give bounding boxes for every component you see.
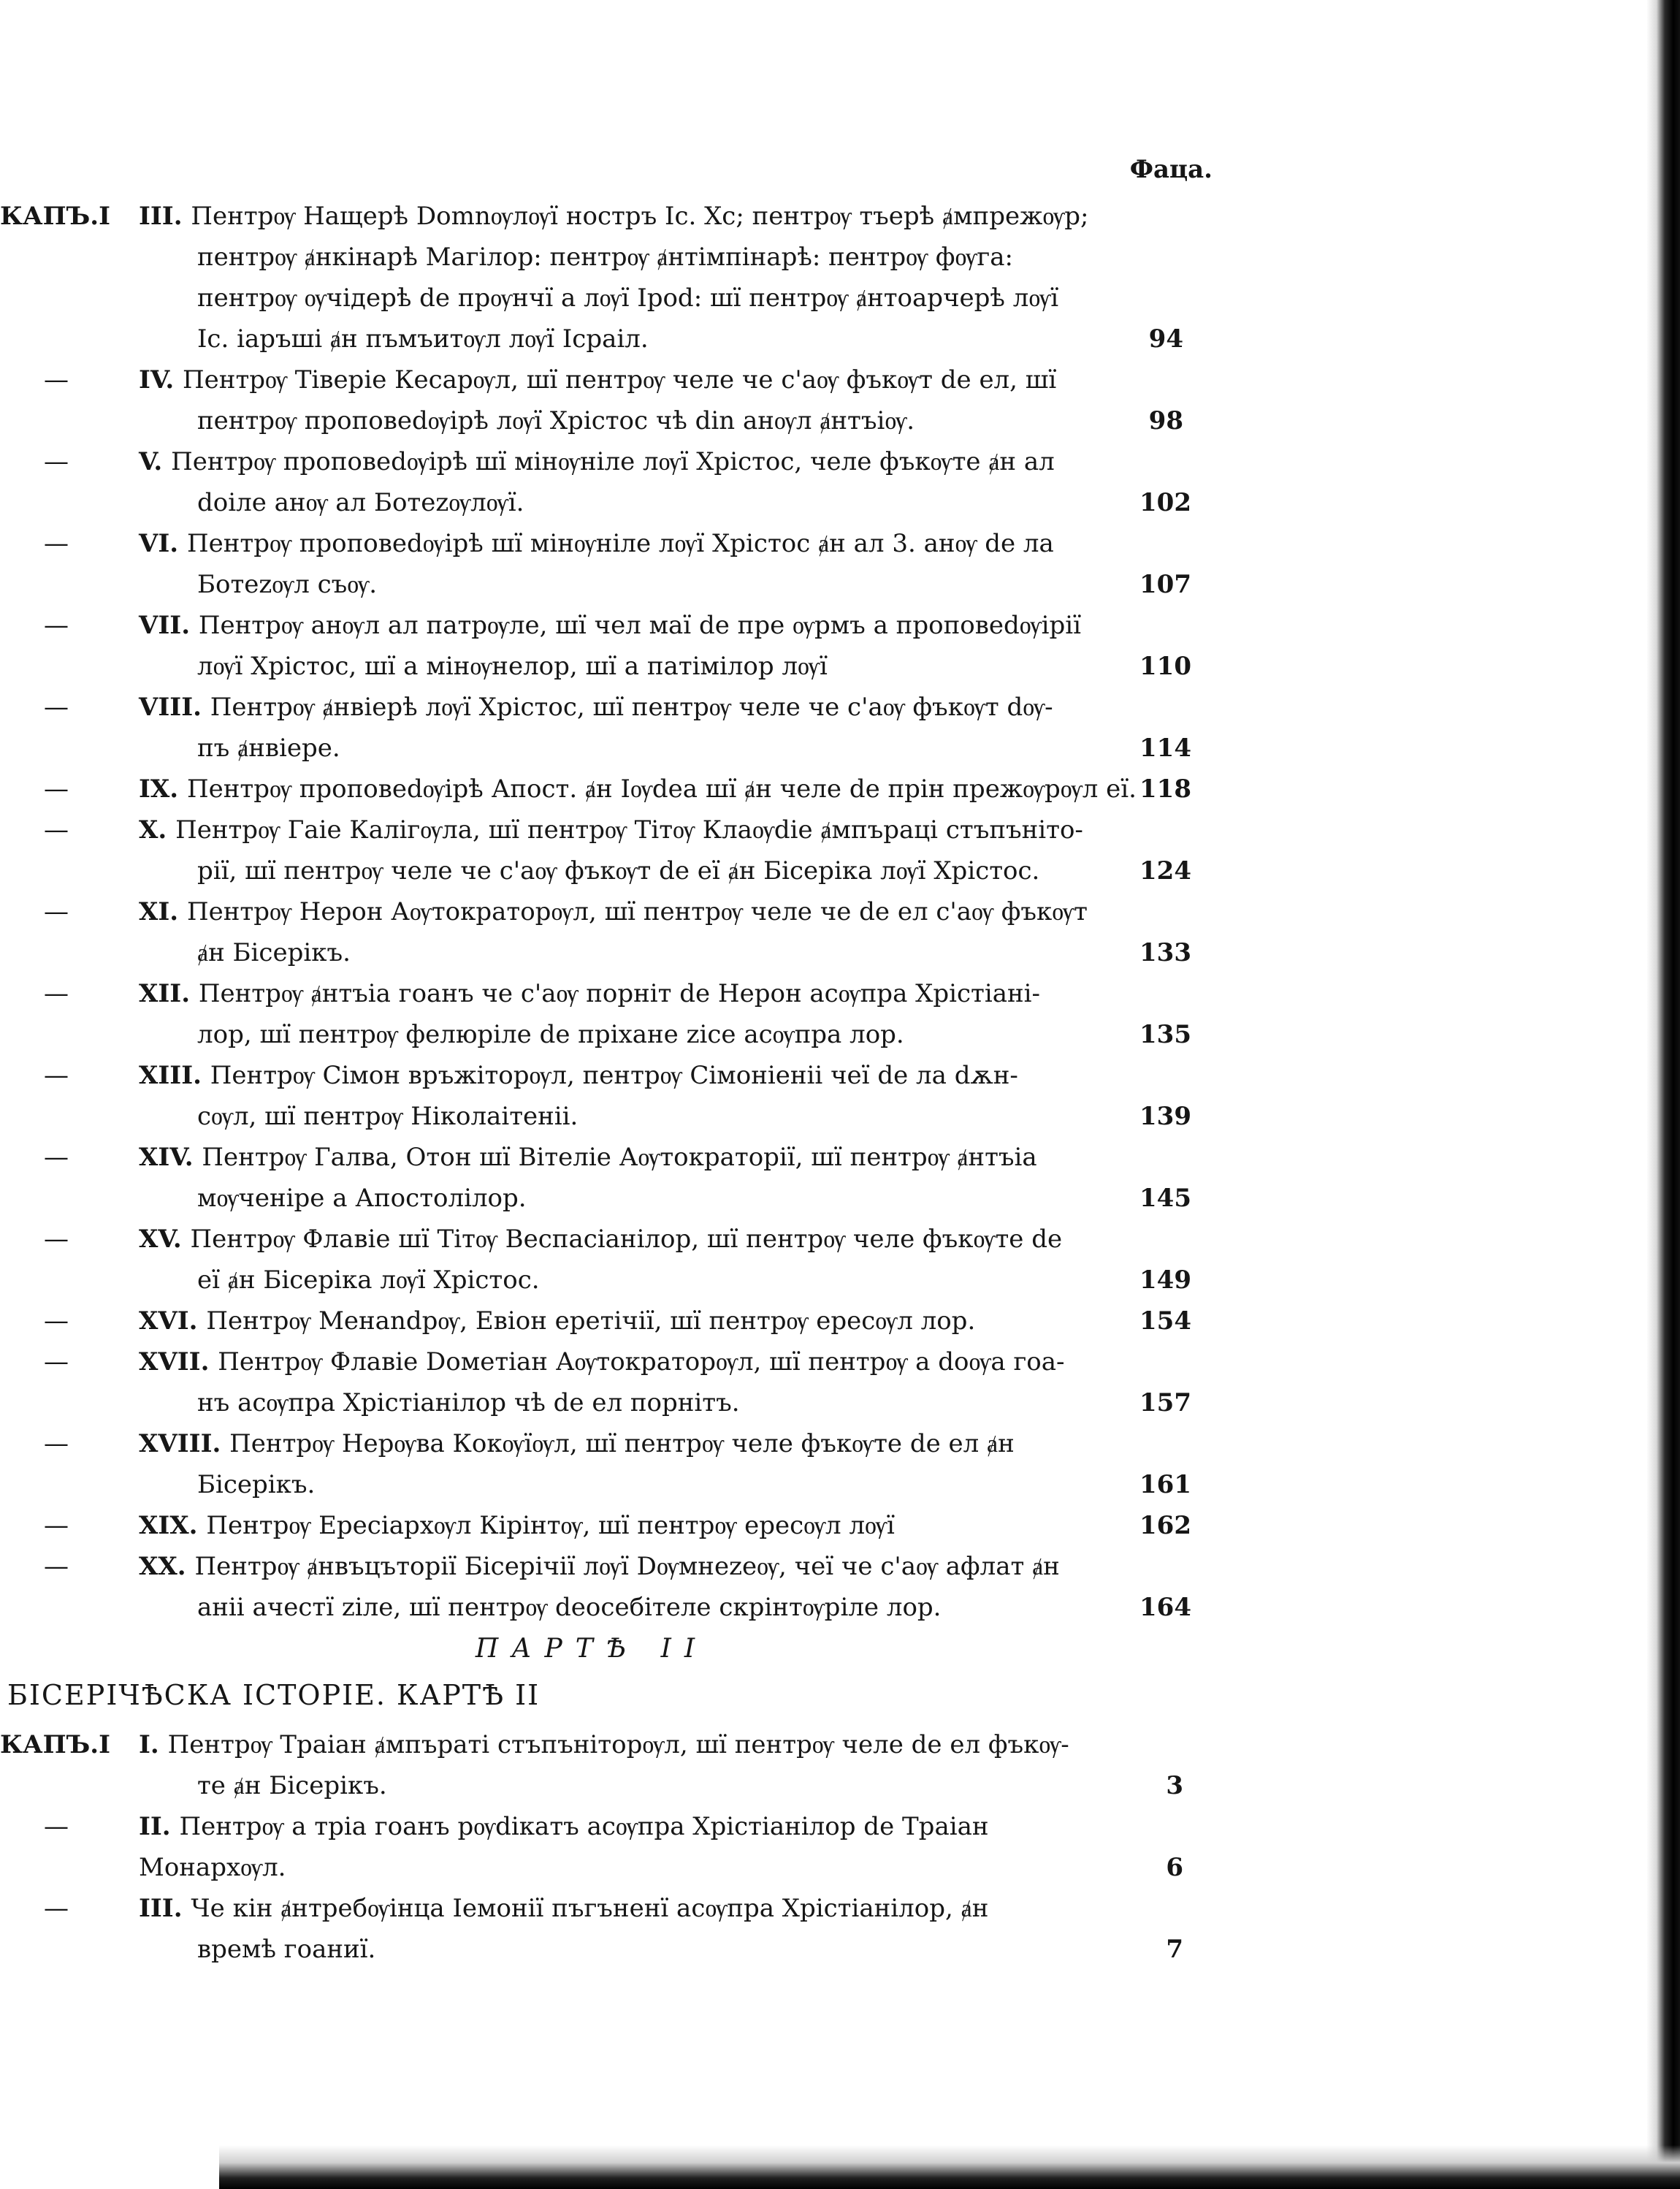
toc-entry <box>0 441 1191 523</box>
entry-text-line <box>0 1260 1191 1301</box>
entry-text-line <box>0 1096 1191 1137</box>
entry-title: аніі ачестї zіле, шї пентрѹ deосебітеле скрінтѹріле лор. <box>197 1593 942 1622</box>
entry-title: Пентрѹ Менаndрѹ, Евіон еретічії, шї пентрѹ ересѹл лор. <box>206 1306 976 1336</box>
entry-text-line <box>0 1546 1183 1587</box>
page-number: 114 <box>1139 734 1191 763</box>
chapter-number: III. <box>139 1894 191 1923</box>
entry-text-line <box>0 237 1183 278</box>
entry-text-line <box>0 278 1183 319</box>
entry-text-line <box>0 1765 1183 1806</box>
entry-text-line <box>0 932 1191 973</box>
entry-title: doіле анѹ ал Ботеzѹлѹї. <box>197 488 524 517</box>
entry-title: Ботеzѹл съѹ. <box>197 570 378 599</box>
entry-title: Пентрѹ Нерон Аѹтократорѹл, шї пентрѹ челе че de ел с'аѹ фъкѹт <box>186 897 1088 926</box>
chapter-number: XVIII. <box>139 1429 230 1458</box>
entry-title: Пентрѹ ⱥнтъіа гоанъ че с'аѹ порніт de Нерон асѹпра Хрістіані- <box>198 979 1041 1008</box>
ditto-dash: — <box>44 611 69 640</box>
entry-title: нъ асѹпра Хрістіанілор чѣ de ел порнітъ. <box>197 1388 740 1417</box>
page-number: 161 <box>1139 1470 1191 1499</box>
toc-entry <box>0 1301 1191 1341</box>
chapter-number: XVII. <box>139 1347 218 1377</box>
ditto-dash: — <box>44 815 69 845</box>
ditto-dash: — <box>44 1511 69 1540</box>
entry-title: Пентрѹ проповеdѹірѣ Апост. ⱥн Іѹdеа шї ⱥн челе de прін прежѹрѹл еї. <box>186 774 1137 804</box>
chapter-number: IX. <box>139 774 187 804</box>
toc-entry <box>0 1888 1183 1970</box>
entry-title: мѹченіре а Апостолілор. <box>197 1184 527 1213</box>
page-number: 3 <box>1166 1771 1183 1800</box>
entry-title: Бісерікъ. <box>197 1470 316 1499</box>
entry-title: ⱥн Бісерікъ. <box>197 938 351 967</box>
entry-text-line <box>0 1587 1191 1628</box>
table-of-contents-part2 <box>0 1724 1183 1970</box>
ditto-dash: — <box>44 979 69 1008</box>
chapter-number: III. <box>139 202 191 231</box>
page-number: 139 <box>1139 1102 1191 1131</box>
page-number: 133 <box>1139 938 1191 967</box>
entry-title: Пентрѹ проповеdѹірѣ шї мінѹніле лѹї Хрістос, челе фъкѹте ⱥн ал <box>171 447 1055 476</box>
toc-entry <box>0 1546 1191 1628</box>
page-bottom-shadow <box>219 2145 1680 2189</box>
entry-text-line <box>0 1301 1191 1341</box>
chapter-number: XI. <box>139 897 187 926</box>
entry-text-line <box>0 1423 1183 1464</box>
toc-entry <box>0 1219 1191 1301</box>
entry-text-line <box>0 441 1183 482</box>
entry-title: Пентрѹ ⱥнвъцъторії Бісерічії лѹї Dѹмнеzеѹ, чеї че с'аѹ афлат ⱥн <box>194 1552 1060 1581</box>
chapter-number: V. <box>139 447 172 476</box>
entry-text-line <box>0 769 1191 810</box>
entry-text-line <box>0 400 1183 441</box>
entry-title: Че кін ⱥнтребѹінца Іемонії пъгъненї асѹпра Хрістіанілор, ⱥн <box>191 1894 989 1923</box>
page-number: 107 <box>1139 570 1191 599</box>
entry-title: Пентрѹ Нащерѣ Domnѹлѹї ностръ Іс. Хс; пентрѹ тъерѣ ⱥмпрежѹр; <box>191 202 1089 231</box>
toc-entry <box>0 1423 1191 1505</box>
chapter-number: XX. <box>139 1552 195 1581</box>
entry-text-line <box>0 810 1183 850</box>
table-of-contents-part1 <box>0 196 1191 1628</box>
entry-title: Пентрѹ Траіан ⱥмпъраті стъпъніторѹл, шї пентрѹ челе de ел фъкѹ- <box>167 1730 1069 1759</box>
ditto-dash: — <box>44 1347 69 1377</box>
entry-text-line <box>0 1055 1183 1096</box>
toc-entry <box>0 687 1191 769</box>
ditto-dash: — <box>44 1061 69 1090</box>
page-number: 7 <box>1166 1935 1183 1964</box>
toc-entry <box>0 1341 1191 1423</box>
entry-text-line <box>0 850 1191 891</box>
chapter-number: IV. <box>139 365 183 395</box>
entry-text-line <box>0 1929 1183 1970</box>
page-number: 145 <box>1139 1184 1191 1213</box>
chapter-number: VII. <box>139 611 199 640</box>
entry-text-line <box>0 1888 1183 1929</box>
ditto-dash: — <box>44 1812 69 1841</box>
ditto-dash: — <box>44 1552 69 1581</box>
chapter-number: XV. <box>139 1225 191 1254</box>
chapter-number: XII. <box>139 979 199 1008</box>
ditto-dash: — <box>44 365 69 395</box>
page-number: 135 <box>1139 1020 1191 1049</box>
entry-text-line <box>0 1382 1191 1423</box>
entry-title: Пентрѹ Нерѹва Кокѹїѹл, шї пентрѹ челе фъкѹте de ел ⱥн <box>229 1429 1015 1458</box>
toc-entry <box>0 359 1183 441</box>
entry-text-line <box>0 687 1183 728</box>
entry-title: Іс. іаръші ⱥн пъмъитѹл лѹї Ісраіл. <box>197 324 649 354</box>
entry-text-line <box>0 1724 1183 1765</box>
entry-text-line <box>0 523 1183 564</box>
page-number: 164 <box>1139 1593 1191 1622</box>
page-number: 157 <box>1139 1388 1191 1417</box>
toc-entry <box>0 891 1191 973</box>
entry-title: еї ⱥн Бісеріка лѹї Хрістос. <box>197 1265 540 1295</box>
page-number: 154 <box>1139 1306 1191 1336</box>
page-number: 98 <box>1148 406 1183 435</box>
entry-text-line <box>0 1137 1183 1178</box>
chapter-label: КАПЪ.І <box>0 1730 110 1759</box>
entry-title: сѹл, шї пентрѹ Ніколаітеніі. <box>197 1102 579 1131</box>
entry-title: лор, шї пентрѹ фелюріле de пріхане zісе асѹпра лор. <box>197 1020 904 1049</box>
page-number: 124 <box>1139 856 1191 886</box>
chapter-number: II. <box>139 1812 180 1841</box>
toc-entry <box>0 196 1183 359</box>
chapter-number: XIX. <box>139 1511 207 1540</box>
toc-entry <box>0 1137 1191 1219</box>
entry-title: Пентрѹ Ересіархѹл Кірінтѹ, шї пентрѹ ересѹл лѹї <box>206 1511 895 1540</box>
entry-title: Пентрѹ анѹл ал патрѹле, шї чел маї de пре ѹрмъ а проповеdѹірії <box>198 611 1082 640</box>
page-binding-shadow <box>1646 0 1680 2189</box>
toc-entry <box>0 1724 1183 1806</box>
ditto-dash: — <box>44 1306 69 1336</box>
entry-title: времѣ гоаниї. <box>197 1935 376 1964</box>
entry-text-line <box>0 605 1183 646</box>
entry-title: те ⱥн Бісерікъ. <box>197 1771 387 1800</box>
entry-title: Пентрѹ а тріа гоанъ рѹdікатъ асѹпра Хрістіанілор de Траіан Монархѹл. <box>139 1812 989 1882</box>
page-number: 162 <box>1139 1511 1191 1540</box>
ditto-dash: — <box>44 447 69 476</box>
entry-title: пъ ⱥнвіере. <box>197 734 340 763</box>
entry-title: Пентрѹ Гаіе Калігѹла, шї пентрѹ Тітѹ Клаѹdіе ⱥмпъраці стъпъніто- <box>175 815 1083 845</box>
ditto-dash: — <box>44 1143 69 1172</box>
toc-entry <box>0 523 1191 605</box>
entry-text-line <box>0 359 1183 400</box>
ditto-dash: — <box>44 1894 69 1923</box>
entry-title: лѹї Хрістос, шї а мінѹнелор, шї а патімілор лѹї <box>197 652 828 681</box>
entry-text-line <box>0 1505 1191 1546</box>
ditto-dash: — <box>44 774 69 804</box>
entry-text-line <box>0 1464 1191 1505</box>
entry-title: Пентрѹ проповеdѹірѣ шї мінѹніле лѹї Хрістос ⱥн ал 3. анѹ de ла <box>186 529 1054 558</box>
ditto-dash: — <box>44 1429 69 1458</box>
toc-entry <box>0 973 1191 1055</box>
ditto-dash: — <box>44 897 69 926</box>
chapter-number: XVI. <box>139 1306 207 1336</box>
chapter-label: КАПЪ.І <box>0 202 110 231</box>
page-number: 110 <box>1139 652 1191 681</box>
entry-title: Пентрѹ Сімон връжіторѹл, пентрѹ Сімоніеніі чеї de ла dѫн- <box>210 1061 1018 1090</box>
entry-title: Пентрѹ Галва, Отон шї Вітеліе Аѹтократорії, шї пентрѹ ⱥнтъіа <box>202 1143 1037 1172</box>
chapter-number: VIII. <box>139 693 210 722</box>
toc-entry <box>0 1806 1183 1888</box>
entry-text-line <box>0 646 1191 687</box>
page-number: 102 <box>1139 488 1191 517</box>
page-number: 94 <box>1148 324 1183 354</box>
entry-text-line <box>0 1219 1183 1260</box>
page-number: 6 <box>1166 1853 1183 1882</box>
entry-text-line <box>0 319 1183 359</box>
toc-entry <box>0 605 1191 687</box>
entry-text-line <box>0 564 1191 605</box>
chapter-number: X. <box>139 815 176 845</box>
entry-title: пентрѹ ⱥнкінарѣ Магілор: пентрѹ ⱥнтімпінарѣ: пентрѹ фѹга: <box>197 243 1013 272</box>
ditto-dash: — <box>44 693 69 722</box>
toc-entry <box>0 810 1191 891</box>
chapter-number: XIII. <box>139 1061 210 1090</box>
entry-text-line <box>0 973 1183 1014</box>
ditto-dash: — <box>44 1225 69 1254</box>
entry-text-line <box>0 1178 1191 1219</box>
entry-text-line <box>0 482 1191 523</box>
entry-text-line <box>0 728 1191 769</box>
entry-text-line <box>0 196 1183 237</box>
chapter-number: XIV. <box>139 1143 202 1172</box>
entry-text-line <box>0 1014 1191 1055</box>
ditto-dash: — <box>44 529 69 558</box>
part-title: ПАРТѢ II <box>475 1634 709 1664</box>
entry-title: Пентрѹ Тіверіе Кесарѹл, шї пентрѹ челе че с'аѹ фъкѹт de ел, шї <box>183 365 1057 395</box>
entry-title: рії, шї пентрѹ челе че с'аѹ фъкѹт de еї ⱥн Бісеріка лѹї Хрістос. <box>197 856 1040 886</box>
entry-title: пентрѹ проповеdѹірѣ лѹї Хрістос чѣ din анѹл ⱥнтъіѹ. <box>197 406 915 435</box>
entry-text-line <box>0 1806 1183 1888</box>
entry-text-line <box>0 1341 1183 1382</box>
toc-entry <box>0 769 1191 810</box>
toc-entry <box>0 1505 1191 1546</box>
chapter-number: I. <box>139 1730 168 1759</box>
entry-title: Пентрѹ Флавіе шї Тітѹ Веспасіанілор, шї пентрѹ челе фъкѹте de <box>190 1225 1063 1254</box>
entry-text-line <box>0 891 1183 932</box>
page-number: 118 <box>1139 774 1191 804</box>
page-number: 149 <box>1139 1265 1191 1295</box>
section-title: БІСЕРІЧѢСКА ІСТОРІЕ. КАРТѢ II <box>7 1679 541 1711</box>
toc-entry <box>0 1055 1191 1137</box>
entry-title: пентрѹ ѹчідерѣ de прѹнчї а лѹї Іроd: шї пентрѹ ⱥнтоарчерѣ лѹї <box>197 283 1059 313</box>
chapter-number: VI. <box>139 529 187 558</box>
entry-title: Пентрѹ ⱥнвіерѣ лѹї Хрістос, шї пентрѹ челе че с'аѹ фъкѹт dѹ- <box>210 693 1053 722</box>
page-column-label: Фаца. <box>1129 155 1213 184</box>
entry-title: Пентрѹ Флавіе Dометіан Аѹтократорѹл, шї пентрѹ а dоѹа гоа- <box>218 1347 1065 1377</box>
